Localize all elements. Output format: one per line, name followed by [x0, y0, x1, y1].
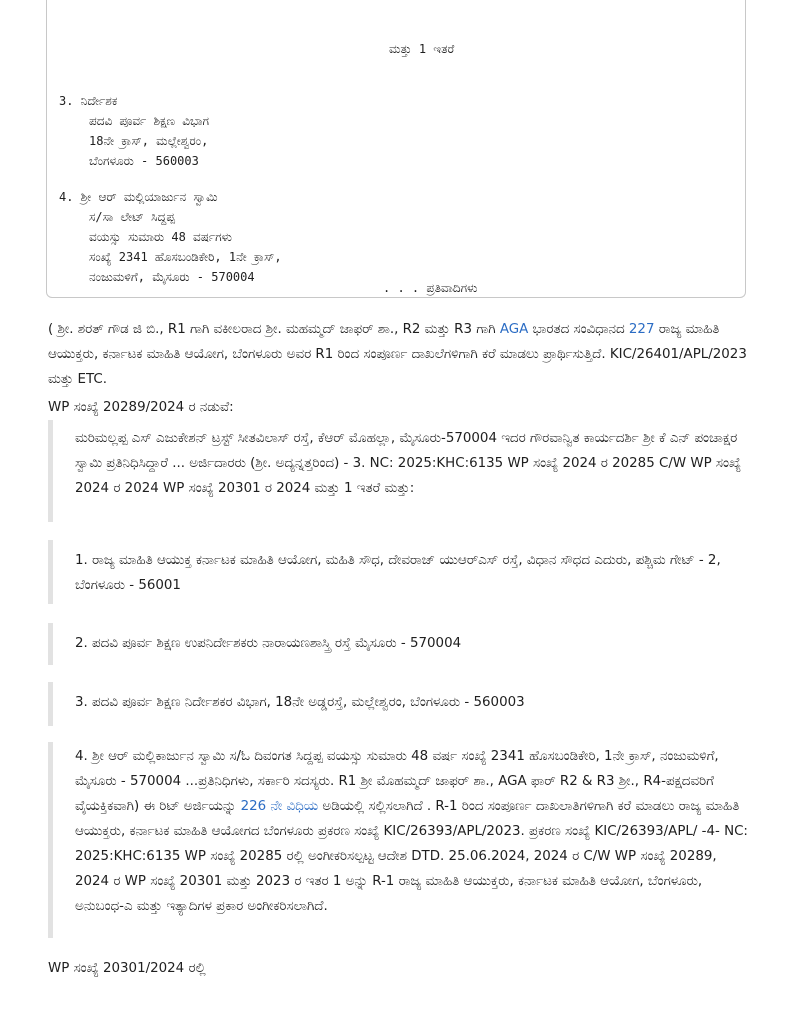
box-line-respondent-4: 4. ಶ್ರೀ ಆರ್ ಮಲ್ಲಿಯಾರ್ಜುನ ಸ್ವಾಮಿ: [59, 190, 218, 204]
respondent-3-block: [48, 682, 748, 726]
box-line-address: ವಯಸ್ಸು ಸುಮಾರು 48 ವರ್ಷಗಳು: [89, 230, 232, 244]
petitioner-block: [48, 420, 748, 522]
box-line-address: 18ನೇ ಕ್ರಾಸ್, ಮಲ್ಲೇಶ್ವರಂ,: [89, 134, 209, 148]
aga-link[interactable]: AGA: [499, 322, 529, 337]
petitioner-text: ಮರಿಮಲ್ಲಪ್ಪ ಎಸ್ ಎಜುಕೇಶನ್ ಟ್ರಸ್ಟ್ ಸೀತವಿಲಾಸ್ ರಸ್ತೆ, ಕೆಆರ್ ಮೊಹಲ್ಲಾ, ಮೈಸೂರು-570004 ಇದರ ಗೌರವಾನ್ವಿತ ಕಾರ್ಯದರ್ಶಿ ಶ್ರೀ ಕೆ ಎನ್ ಪಂಚಾಕ್ಷರ ಸ್ವಾಮಿ ಪ್ರತಿನಿಧಿಸಿದ್ದಾರೆ ... ಅರ್ಜಿದಾರರು (ಶ್ರೀ. ಅದ್ಯನ್ನತ್ತರಿಂದ) - 3. NC: 2025:KHC:6135 WP ಸಂಖ್ಯೆ 2024 ರ 20285 C/W WP ಸಂಖ್ಯೆ 2024 ರ 2024 WP ಸಂಖ್ಯೆ 20301 ರ 2024 ಮತ್ತು 1 ಇತರೆ ಮತ್ತು:: [75, 431, 742, 496]
para-text: ಅಡಿಯಲ್ಲಿ ಸಲ್ಲಿಸಲಾಗಿದೆ . R-1 ರಿಂದ ಸಂಪೂರ್ಣ ದಾಖಲಾತಿಗಳಿಗಾಗಿ ಕರೆ ಮಾಡಲು ರಾಜ್ಯ ಮಾಹಿತಿ ಆಯುಕ್ತರು, ಕರ್ನಾಟಕ ಮಾಹಿತಿ ಆಯೋಗದ ಬೆಂಗಳೂರು ಪ್ರಕರಣ ಸಂಖ್ಯೆ KIC/26393/APL/2023. ಪ್ರಕರಣ ಸಂಖ್ಯೆ KIC/26393/APL/ -4- NC: 2025:KHC:6135 WP ಸಂಖ್ಯೆ 20285 ರಲ್ಲಿ ಅಂಗೀಕರಿಸಲ್ಪಟ್ಟ ಆದೇಶ DTD. 25.06.2024, 2024 ರ C/W WP ಸಂಖ್ಯೆ 20289, 2024 ರ WP ಸಂಖ್ಯೆ 20301 ಮತ್ತು 2023 ರ ಇತರ 1 ಅನ್ನು R-1 ರಾಜ್ಯ ಮಾಹಿತಿ ಆಯುಕ್ತರು, ಕರ್ನಾಟಕ ಮಾಹಿತಿ ಆಯೋಗ, ಬೆಂಗಳೂರು, ಅನುಬಂಧ-ಎ ಮತ್ತು ಇತ್ಯಾದಿಗಳ ಪ್ರಕಾರ ಅಂಗೀಕರಿಸಲಾಗಿದೆ.: [75, 799, 748, 914]
box-line-respondents-label: . . . ಪ್ರತಿವಾದಿಗಳು: [383, 281, 478, 295]
respondent-4-block: [48, 742, 748, 938]
respondent-2-block: [48, 623, 748, 665]
box-line-address: ನಂಜುಮಳಿಗೆ, ಮೈಸೂರು - 570004: [89, 270, 255, 284]
respondent-2-text: 2. ಪದವಿ ಪೂರ್ವ ಶಿಕ್ಷಣ ಉಪನಿರ್ದೇಶಕರು ನಾರಾಯಣಶಾಸ್ತ್ರಿ ರಸ್ತೆ ಮೈಸೂರು - 570004: [75, 636, 462, 651]
section-heading-wp-20301: WP ಸಂಖ್ಯೆ 20301/2024 ರಲ್ಲಿ: [48, 961, 206, 976]
box-line-address: ಪದವಿ ಪೂರ್ವ ಶಿಕ್ಷಣ ವಿಭಾಗ: [89, 114, 209, 128]
respondent-4-text: [75, 744, 748, 919]
respondent-3-text: 3. ಪದವಿ ಪೂರ್ವ ಶಿಕ್ಷಣ ನಿರ್ದೇಶಕರ ವಿಭಾಗ, 18ನೇ ಅಡ್ಡರಸ್ತೆ, ಮಲ್ಲೇಶ್ವರಂ, ಬೆಂಗಳೂರು - 560003: [75, 695, 525, 710]
respondent-1-block: [48, 540, 748, 604]
section-heading-wp-20289: WP ಸಂಖ್ಯೆ 20289/2024 ರ ನಡುವೆ:: [48, 400, 234, 415]
counsel-paragraph: [48, 317, 748, 392]
respondents-box: [46, 0, 746, 298]
para-text: ರಾಜ್ಯ ಮಾಹಿತಿ ಆಯುಕ್ತರು, ಕರ್ನಾಟಕ ಮಾಹಿತಿ ಆಯೋಗ, ಬೆಂಗಳೂರು ಅವರ R1 ರಿಂದ ಸಂಪೂರ್ಣ ದಾಖಲೆಗಳಿಗಾಗಿ ಕರೆ ಮಾಡಲು ಪ್ರಾರ್ಥಿಸುತ್ತಿದೆ. KIC/26401/APL/2023 ಮತ್ತು ETC.: [48, 322, 747, 387]
box-line-respondent-3: 3. ನಿರ್ದೇಶಕ: [59, 94, 118, 108]
para-text: ( ಶ್ರೀ. ಶರತ್ ಗೌಡ ಜಿ ಬಿ., R1 ಗಾಗಿ ವಕೀಲರಾದ ಶ್ರೀ. ಮಹಮ್ಮದ್ ಜಾಫರ್ ಶಾ., R2 ಮತ್ತು R3 ಗಾಗಿ: [48, 322, 500, 337]
box-line-address: ಸಂಖ್ಯೆ 2341 ಹೊಸಬಂಡಿಕೇರಿ, 1ನೇ ಕ್ರಾಸ್,: [89, 250, 282, 264]
article-226-link[interactable]: 226 ನೇ ವಿಧಿಯ: [240, 799, 319, 814]
para-text: ಭಾರತದ ಸಂವಿಧಾನದ: [528, 322, 629, 337]
para-text: 4. ಶ್ರೀ ಆರ್ ಮಲ್ಲಿಕಾರ್ಜುನ ಸ್ವಾಮಿ ಸ/ಓ ದಿವಂಗತ ಸಿದ್ದಪ್ಪ ವಯಸ್ಸು ಸುಮಾರು 48 ವರ್ಷ ಸಂಖ್ಯೆ 2341 ಹೊಸಬಂಡಿಕೇರಿ, 1ನೇ ಕ್ರಾಸ್, ನಂಜುಮಳಿಗೆ, ಮೈಸೂರು - 570004 ...ಪ್ರತಿನಿಧಿಗಳು, ಸರ್ಕಾರಿ ಸದಸ್ಯರು. R1 ಶ್ರೀ ಮೊಹಮ್ಮದ್ ಜಾಫರ್ ಶಾ., AGA ಫಾರ್ R2 & R3 ಶ್ರೀ., R4-ಪಕ್ಷದವರಿಗೆ ವೈಯಕ್ತಿಕವಾಗಿ) ಈ ರಿಟ್ ಅರ್ಜಿಯನ್ನು: [75, 749, 719, 814]
box-line-and-others: ಮತ್ತು 1 ಇತರೆ: [389, 42, 455, 56]
box-line-address: ಸ/ಸಾ ಲೇಟ್ ಸಿದ್ದಪ್ಪ: [89, 210, 175, 224]
respondent-1-text: 1. ರಾಜ್ಯ ಮಾಹಿತಿ ಆಯುಕ್ತ ಕರ್ನಾಟಕ ಮಾಹಿತಿ ಆಯೋಗ, ಮಹಿತಿ ಸೌಧ, ದೇವರಾಜ್ ಯುಆರ್‌ಎಸ್ ರಸ್ತೆ, ವಿಧಾನ ಸೌಧದ ಎದುರು, ಪಶ್ಚಿಮ ಗೇಟ್ - 2, ಬೆಂಗಳೂರು - 56001: [75, 553, 721, 593]
article-227-link[interactable]: 227: [628, 322, 655, 337]
box-line-address: ಬೆಂಗಳೂರು - 560003: [89, 154, 199, 168]
